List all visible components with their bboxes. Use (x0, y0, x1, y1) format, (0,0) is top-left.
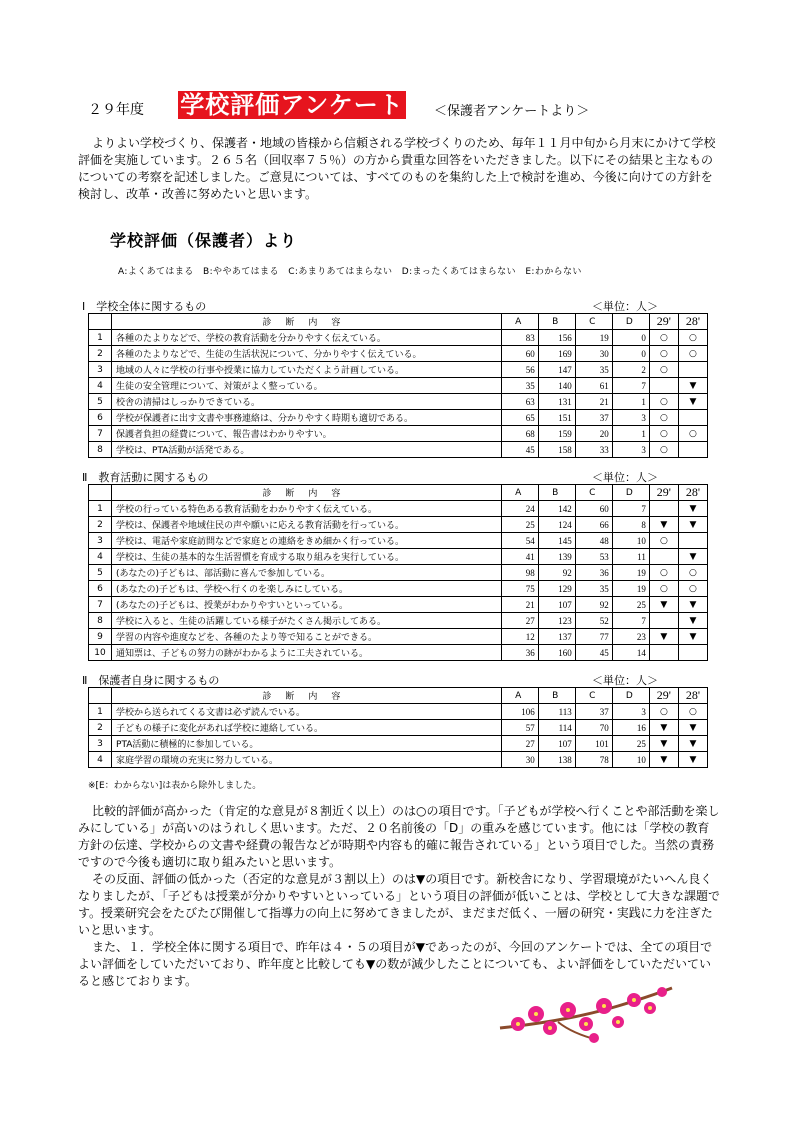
mark-28: ▼ (678, 501, 707, 517)
count-d: 0 (612, 330, 649, 346)
count-d: 7 (612, 501, 649, 517)
section-2-title: Ⅱ 教育活動に関するもの (82, 471, 209, 484)
header-no-cell (89, 485, 112, 501)
survey-table-2 (88, 484, 708, 661)
row-number: 1 (89, 330, 112, 346)
table-row (89, 581, 708, 597)
count-c: 35 (575, 362, 612, 378)
header-29-cell: 29' (649, 485, 678, 501)
mark-28 (678, 442, 707, 458)
row-content: 学校に入ると、生徒の活躍している様子がたくさん掲示してある。 (112, 613, 502, 629)
survey-table-3 (88, 687, 708, 768)
header-a-cell: A (501, 688, 538, 704)
count-b: 140 (538, 378, 575, 394)
mark-29: ▼ (649, 736, 678, 752)
count-c: 66 (575, 517, 612, 533)
header-d-cell: D (612, 688, 649, 704)
row-number: 1 (89, 501, 112, 517)
header-28-cell: 28' (678, 485, 707, 501)
header-content-cell: 診断内容 (112, 485, 502, 501)
row-content: 学校は、生徒の基本的な生活習慣を育成する取り組みを実行している。 (112, 549, 502, 565)
count-d: 19 (612, 565, 649, 581)
row-number: 4 (89, 378, 112, 394)
mark-28: ○ (678, 426, 707, 442)
table-row (89, 736, 708, 752)
row-content: (あなたの)子どもは、授業がわかりやすいといっている。 (112, 597, 502, 613)
row-content: 学校の行っている特色ある教育活動をわかりやすく伝えている。 (112, 501, 502, 517)
row-content: 学校は、保護者や地域住民の声や願いに応える教育活動を行っている。 (112, 517, 502, 533)
mark-29: ▼ (649, 629, 678, 645)
count-d: 7 (612, 378, 649, 394)
count-c: 20 (575, 426, 612, 442)
table-row (89, 394, 708, 410)
row-number: 9 (89, 629, 112, 645)
mark-28 (678, 533, 707, 549)
count-c: 70 (575, 720, 612, 736)
header-29-cell: 29' (649, 314, 678, 330)
row-content: 地域の人々に学校の行事や授業に協力していただくよう計画している。 (112, 362, 502, 378)
row-content: 子どもの様子に変化があれば学校に連絡している。 (112, 720, 502, 736)
row-content: (あなたの)子どもは、部活動に喜んで参加している。 (112, 565, 502, 581)
table-row (89, 629, 708, 645)
count-d: 19 (612, 581, 649, 597)
mark-29: ○ (649, 581, 678, 597)
mark-29: ▼ (649, 597, 678, 613)
row-number: 8 (89, 613, 112, 629)
count-b: 124 (538, 517, 575, 533)
mark-29: ○ (649, 442, 678, 458)
mark-28: ▼ (678, 613, 707, 629)
row-number: 6 (89, 581, 112, 597)
count-b: 147 (538, 362, 575, 378)
count-a: 54 (501, 533, 538, 549)
count-d: 3 (612, 704, 649, 720)
section-2-header (82, 469, 674, 483)
discussion-text (78, 803, 720, 990)
count-a: 27 (501, 613, 538, 629)
mark-29: ▼ (649, 517, 678, 533)
count-b: 107 (538, 597, 575, 613)
mark-28: ▼ (678, 736, 707, 752)
count-b: 107 (538, 736, 575, 752)
header-b-cell: B (538, 314, 575, 330)
survey-table-body (89, 688, 708, 768)
count-d: 10 (612, 752, 649, 768)
row-content: 学習の内容や進度などを、各種のたより等で知ることができる。 (112, 629, 502, 645)
row-content: 生徒の安全管理について、対策がよく整っている。 (112, 378, 502, 394)
table-row (89, 330, 708, 346)
row-number: 5 (89, 394, 112, 410)
mark-28: ▼ (678, 378, 707, 394)
mark-29 (649, 613, 678, 629)
row-number: 3 (89, 736, 112, 752)
count-d: 1 (612, 394, 649, 410)
count-c: 37 (575, 704, 612, 720)
section-1-header (82, 298, 674, 312)
table-row (89, 517, 708, 533)
mark-29: ○ (649, 330, 678, 346)
row-number: 5 (89, 565, 112, 581)
count-a: 25 (501, 517, 538, 533)
row-content: 家庭学習の環境の充実に努力している。 (112, 752, 502, 768)
count-b: 113 (538, 704, 575, 720)
row-content: 各種のたよりなどで、生徒の生活状況について、分かりやすく伝えている。 (112, 346, 502, 362)
count-c: 52 (575, 613, 612, 629)
count-d: 3 (612, 442, 649, 458)
header-no-cell (89, 314, 112, 330)
count-c: 37 (575, 410, 612, 426)
header-year: ２９年度 (88, 102, 144, 118)
count-d: 10 (612, 533, 649, 549)
survey-table-1 (88, 313, 708, 458)
header-a-cell: A (501, 314, 538, 330)
table-row (89, 533, 708, 549)
table-row (89, 442, 708, 458)
count-a: 30 (501, 752, 538, 768)
count-a: 98 (501, 565, 538, 581)
row-content: 学校は、PTA活動が活発である。 (112, 442, 502, 458)
header-no-cell (89, 688, 112, 704)
count-c: 33 (575, 442, 612, 458)
count-b: 151 (538, 410, 575, 426)
count-a: 45 (501, 442, 538, 458)
row-content: 校舎の清掃はしっかりできている。 (112, 394, 502, 410)
plum-blossom-illustration (498, 984, 674, 1046)
row-number: 8 (89, 442, 112, 458)
row-number: 4 (89, 752, 112, 768)
mark-29 (649, 549, 678, 565)
section-1-title: Ⅰ 学校全体に関するもの (82, 300, 207, 313)
section-3-header (82, 672, 674, 686)
count-d: 8 (612, 517, 649, 533)
mark-29: ○ (649, 394, 678, 410)
mark-28: ○ (678, 565, 707, 581)
section-3-unit: ＜単位：人＞ (592, 674, 658, 687)
table-row (89, 720, 708, 736)
count-a: 21 (501, 597, 538, 613)
table-header-row (89, 485, 708, 501)
count-c: 35 (575, 581, 612, 597)
header-d-cell: D (612, 485, 649, 501)
count-b: 92 (538, 565, 575, 581)
table-row (89, 565, 708, 581)
count-b: 159 (538, 426, 575, 442)
count-d: 0 (612, 346, 649, 362)
mark-29: ○ (649, 362, 678, 378)
row-number: 2 (89, 720, 112, 736)
count-b: 169 (538, 346, 575, 362)
row-number: 2 (89, 517, 112, 533)
section-3-title: Ⅱ 保護者自身に関するもの (82, 674, 220, 687)
mark-29 (649, 645, 678, 661)
count-c: 48 (575, 533, 612, 549)
header-content-cell: 診断内容 (112, 314, 502, 330)
row-content: 保護者負担の経費について、報告書はわかりやすい。 (112, 426, 502, 442)
count-d: 25 (612, 597, 649, 613)
count-a: 24 (501, 501, 538, 517)
count-a: 83 (501, 330, 538, 346)
count-a: 68 (501, 426, 538, 442)
count-a: 65 (501, 410, 538, 426)
count-c: 53 (575, 549, 612, 565)
mark-28 (678, 362, 707, 378)
header-content-cell: 診断内容 (112, 688, 502, 704)
count-b: 160 (538, 645, 575, 661)
count-b: 131 (538, 394, 575, 410)
count-c: 36 (575, 565, 612, 581)
count-d: 16 (612, 720, 649, 736)
mark-29: ○ (649, 346, 678, 362)
section-2-unit: ＜単位：人＞ (592, 471, 658, 484)
row-content: 学校は、電話や家庭訪問などで家庭との連絡をきめ細かく行っている。 (112, 533, 502, 549)
count-a: 60 (501, 346, 538, 362)
row-number: 10 (89, 645, 112, 661)
header-c-cell: C (575, 314, 612, 330)
mark-28: ○ (678, 581, 707, 597)
row-content: 通知票は、子どもの努力の跡がわかるように工夫されている。 (112, 645, 502, 661)
row-number: 2 (89, 346, 112, 362)
row-content: 各種のたよりなどで、学校の教育活動を分かりやすく伝えている。 (112, 330, 502, 346)
count-b: 138 (538, 752, 575, 768)
mark-28: ▼ (678, 394, 707, 410)
table-row (89, 346, 708, 362)
count-a: 35 (501, 378, 538, 394)
count-b: 129 (538, 581, 575, 597)
mark-28: ▼ (678, 517, 707, 533)
count-d: 14 (612, 645, 649, 661)
mark-29 (649, 501, 678, 517)
discussion-paragraph-1: 比較的評価が高かった（肯定的な意見が８割近く以上）のは○の項目です。「子どもが学校へ行くことや部活動を楽しみにしている」が高いのはうれしく思います。ただ、２０名前後の「D」の重みを感じています。他には「学校の教育方針の伝達、学校からの文書や経費の報告などが時期や内容も的確に報告されている」という項目でした。当然の責務ですので今後も適切に取り組みたいと思います。 (78, 804, 720, 869)
mark-29: ○ (649, 426, 678, 442)
count-b: 139 (538, 549, 575, 565)
count-c: 19 (575, 330, 612, 346)
header-subtitle: ＜保護者アンケートより＞ (434, 104, 590, 119)
section-title: 学校評価（保護者）より (110, 231, 298, 250)
row-number: 6 (89, 410, 112, 426)
mark-28: ▼ (678, 597, 707, 613)
mark-29: ○ (649, 704, 678, 720)
count-d: 23 (612, 629, 649, 645)
mark-29: ○ (649, 533, 678, 549)
count-c: 21 (575, 394, 612, 410)
count-d: 7 (612, 613, 649, 629)
section-1-unit: ＜単位：人＞ (592, 300, 658, 313)
header-b-cell: B (538, 485, 575, 501)
mark-28: ▼ (678, 752, 707, 768)
count-a: 106 (501, 704, 538, 720)
row-content: PTA活動に積極的に参加している。 (112, 736, 502, 752)
mark-28: ○ (678, 704, 707, 720)
table-row (89, 426, 708, 442)
count-d: 3 (612, 410, 649, 426)
row-number: 1 (89, 704, 112, 720)
count-c: 61 (575, 378, 612, 394)
count-c: 45 (575, 645, 612, 661)
row-number: 7 (89, 597, 112, 613)
count-b: 142 (538, 501, 575, 517)
table-row (89, 597, 708, 613)
count-c: 78 (575, 752, 612, 768)
count-a: 56 (501, 362, 538, 378)
row-content: 学校が保護者に出す文書や事務連絡は、分かりやすく時期も適切である。 (112, 410, 502, 426)
row-number: 7 (89, 426, 112, 442)
intro-paragraph: よりよい学校づくり、保護者・地域の皆様から信頼される学校づくりのため、毎年１１月中旬から月末にかけて学校評価を実施しています。２６５名（回収率７５％）の方から貴重な回答をいただきました。以下にその結果と主なものについての考察を記述しました。ご意見については、すべてのものを集約した上で検討を進め、今後に向けての方針を検討し、改革・改善に努めたいと思います。 (78, 136, 716, 201)
count-d: 11 (612, 549, 649, 565)
mark-28 (678, 410, 707, 426)
table-row (89, 378, 708, 394)
header-d-cell: D (612, 314, 649, 330)
table-header-row (89, 314, 708, 330)
count-a: 36 (501, 645, 538, 661)
count-b: 114 (538, 720, 575, 736)
mark-28: ▼ (678, 629, 707, 645)
table-row (89, 645, 708, 661)
mark-29 (649, 378, 678, 394)
mark-28: ○ (678, 346, 707, 362)
count-c: 101 (575, 736, 612, 752)
count-b: 137 (538, 629, 575, 645)
header-28-cell: 28' (678, 314, 707, 330)
mark-29: ▼ (649, 720, 678, 736)
count-d: 2 (612, 362, 649, 378)
row-number: 3 (89, 362, 112, 378)
row-number: 4 (89, 549, 112, 565)
header-c-cell: C (575, 485, 612, 501)
count-a: 41 (501, 549, 538, 565)
count-b: 156 (538, 330, 575, 346)
row-content: (あなたの)子どもは、学校へ行くのを楽しみにしている。 (112, 581, 502, 597)
count-b: 145 (538, 533, 575, 549)
table-row (89, 613, 708, 629)
count-d: 1 (612, 426, 649, 442)
count-a: 57 (501, 720, 538, 736)
count-a: 12 (501, 629, 538, 645)
count-c: 60 (575, 501, 612, 517)
count-b: 123 (538, 613, 575, 629)
table-row (89, 410, 708, 426)
table-header-row (89, 688, 708, 704)
table-row (89, 704, 708, 720)
survey-table-body (89, 314, 708, 458)
count-c: 77 (575, 629, 612, 645)
count-c: 30 (575, 346, 612, 362)
discussion-paragraph-3: また、１．学校全体に関する項目で、昨年は４・５の項目が▼であったのが、今回のアンケートでは、全ての項目でよい評価をしていただいており、昨年度と比較しても▼の数が減少したことについても、よい評価をしていただいていると感じております。 (78, 940, 713, 988)
mark-28 (678, 645, 707, 661)
header-29-cell: 29' (649, 688, 678, 704)
footnote: ※[E：わからない]は表から除外しました。 (88, 781, 262, 791)
table-row (89, 362, 708, 378)
table-row (89, 549, 708, 565)
row-number: 3 (89, 533, 112, 549)
count-a: 75 (501, 581, 538, 597)
count-c: 92 (575, 597, 612, 613)
count-a: 63 (501, 394, 538, 410)
survey-table-body (89, 485, 708, 661)
header-c-cell: C (575, 688, 612, 704)
page-title: 学校評価アンケート (178, 91, 406, 119)
mark-28: ▼ (678, 720, 707, 736)
header-a-cell: A (501, 485, 538, 501)
table-row (89, 752, 708, 768)
mark-29: ○ (649, 410, 678, 426)
mark-29: ○ (649, 565, 678, 581)
mark-28: ○ (678, 330, 707, 346)
count-d: 25 (612, 736, 649, 752)
count-b: 158 (538, 442, 575, 458)
header-b-cell: B (538, 688, 575, 704)
header-28-cell: 28' (678, 688, 707, 704)
discussion-paragraph-2: その反面、評価の低かった（否定的な意見が３割以上）のは▼の項目です。新校舎になり、学習環境がたいへん良くなりましたが、「子どもは授業が分かりやすいといっている」という項目の評価が低いことは、学校として大きな課題です。授業研究会をたびたび開催して指導力の向上に努めてきましたが、まだまだ低く、一層の研究・実践に力を注ぎたいと思います。 (78, 872, 721, 937)
mark-29: ▼ (649, 752, 678, 768)
mark-28: ▼ (678, 549, 707, 565)
count-a: 27 (501, 736, 538, 752)
answer-legend: A:よくあてはまる B:ややあてはまる C:あまりあてはまらない D:まったくあてはまらない E:わからない (118, 267, 582, 277)
table-row (89, 501, 708, 517)
row-content: 学校から送られてくる文書は必ず読んでいる。 (112, 704, 502, 720)
